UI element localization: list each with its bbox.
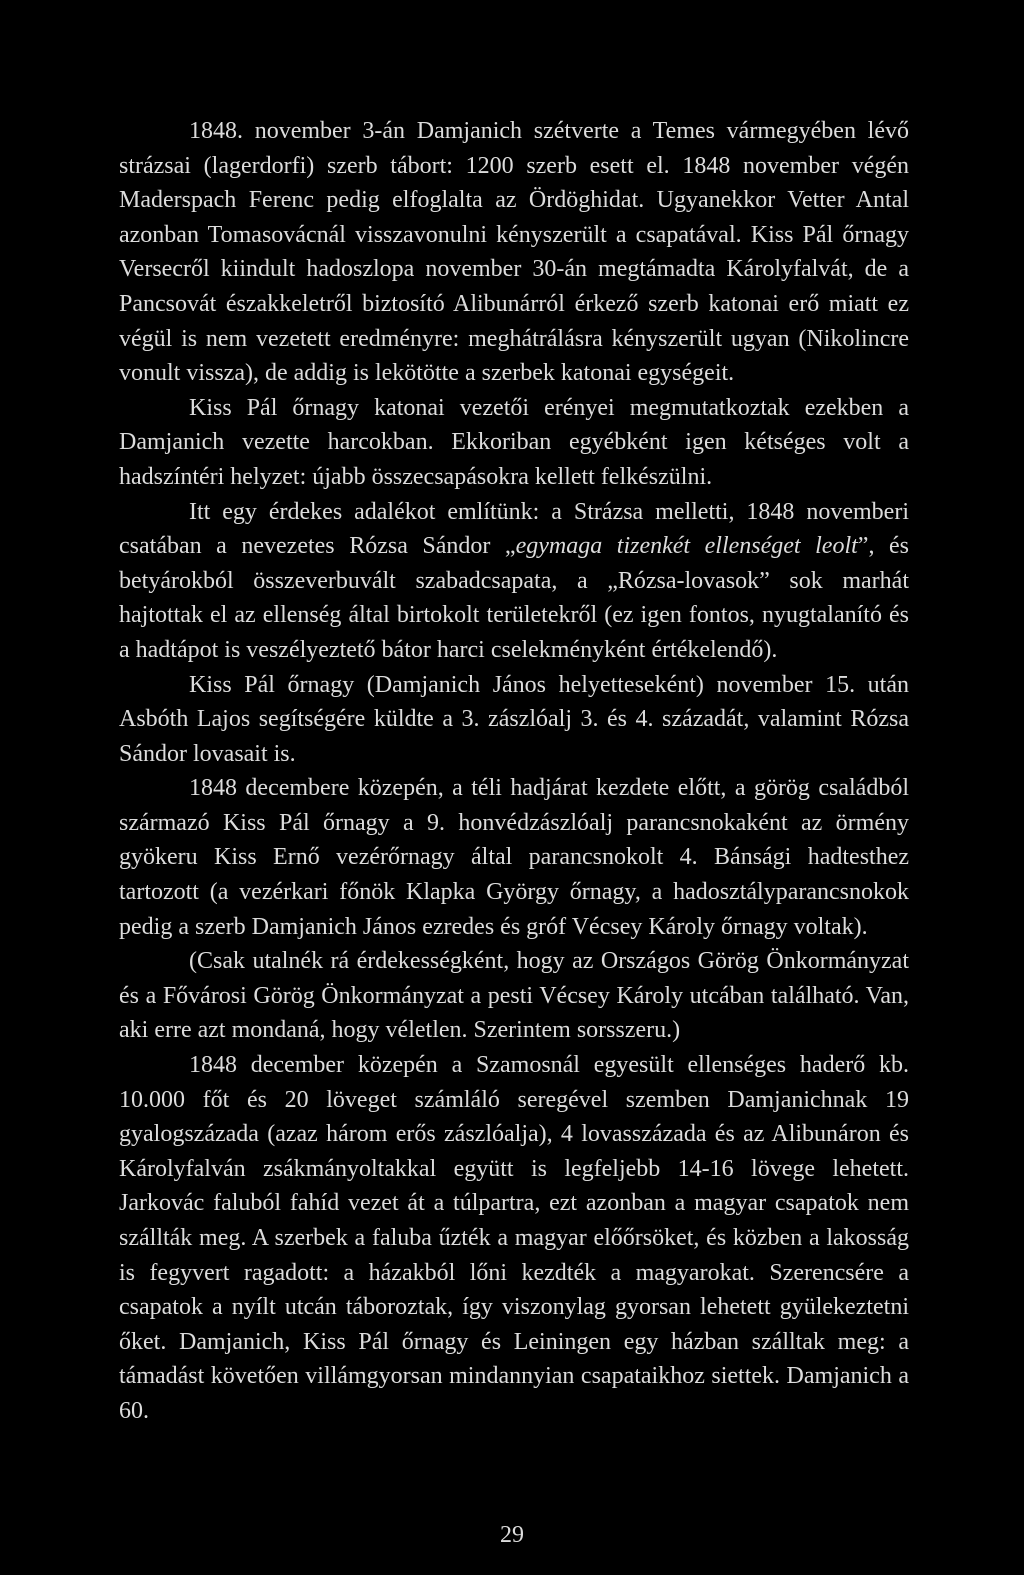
paragraph-1: 1848. november 3-án Damjanich szétverte a Temes vármegyében lévő strázsai (lagerdorfi) szerb tábort: 1200 szerb esett el. 1848 november végén Maderspach Ferenc pedig elfoglalta az Ördöghidat. Ugyanekkor Vetter Antal azonban Tomasovácnál visszavonulni kényszerült a csapatával. Kiss Pál őrnagy Versecről kiindult hadoszlopa november 30-án megtámadta Károlyfalvát, de a Pancsovát északkeletről biztosító Alibunárról érkező szerb katonai erő miatt ez végül is nem vezetett eredményre: meghátrálásra kényszerült ugyan (Nikolincre vonult vissza), de addig is lekötötte a szerbek katonai egységeit.	[119, 118, 909, 387]
paragraph-3-text-after: ”, és betyárokból összeverbuvált szabadcsapata, a „Rózsa-lovasok” sok marhát hajtottak el az ellenség által birtokolt területekről (ez igen fontos, nyugtalanító és a hadtápot is veszélyeztető bátor harci cselekményként értékelendő).	[119, 533, 909, 663]
page-body	[119, 114, 909, 1429]
paragraph-5: 1848 decembere közepén, a téli hadjárat kezdete előtt, a görög családból származó Kiss Pál őrnagy a 9. honvédzászlóalj parancsnokaként az örmény gyökeru Kiss Ernő vezérőrnagy által parancsnokolt 4. Bánsági hadtesthez tartozott (a vezérkari főnök Klapka György őrnagy, a hadosztályparancsnokok pedig a szerb Damjanich János ezredes és gróf Vécsey Károly őrnagy voltak).	[119, 775, 909, 940]
paragraph-4: Kiss Pál őrnagy (Damjanich János helyetteseként) november 15. után Asbóth Lajos segítségére küldte a 3. zászlóalj 3. és 4. századát, valamint Rózsa Sándor lovasait is.	[119, 671, 909, 767]
paragraph-6: (Csak utalnék rá érdekességként, hogy az Országos Görög Önkormányzat és a Fővárosi Görög Önkormányzat a pesti Vécsey Károly utcában található. Van, aki erre azt mondaná, hogy véletlen. Szerintem sorsszeru.)	[119, 948, 909, 1044]
paragraph-7: 1848 december közepén a Szamosnál egyesült ellenséges haderő kb. 10.000 főt és 20 löveget számláló seregével szemben Damjanichnak 19 gyalogszázada (azaz három erős zászlóalja), 4 lovasszázada és az Alibunáron és Károlyfalván zsákmányoltakkal együtt is legfeljebb 14-16 lövege lehetett. Jarkovác faluból fahíd vezet át a túlpartra, ezt azonban a magyar csapatok nem szállták meg. A szerbek a faluba űzték a magyar előőrsöket, és közben a lakosság is fegyvert ragadott: a házakból lőni kezdték a magyarokat. Szerencsére a csapatok a nyílt utcán táboroztak, így viszonylag gyorsan lehetett gyülekeztetni őket. Damjanich, Kiss Pál őrnagy és Leiningen egy házban szálltak meg: a támadást követően villámgyorsan mindannyian csapataikhoz siettek. Damjanich a 60.	[119, 1052, 909, 1424]
paragraph-2: Kiss Pál őrnagy katonai vezetői erényei megmutatkoztak ezekben a Damjanich vezette harcokban. Ekkoriban egyébként igen kétséges volt a hadszíntéri helyzet: újabb összecsapásokra kellett felkészülni.	[119, 394, 909, 490]
paragraph-3-quote: egymaga tizenkét ellenséget leolt	[515, 533, 858, 560]
page-number: 29	[500, 1522, 524, 1548]
paragraph-3-text-before: Itt egy érdekes adalékot említünk: a Strázsa melletti, 1848 novemberi csatában a nevezetes Rózsa Sándor „	[119, 498, 909, 560]
paragraph-3	[119, 495, 909, 668]
